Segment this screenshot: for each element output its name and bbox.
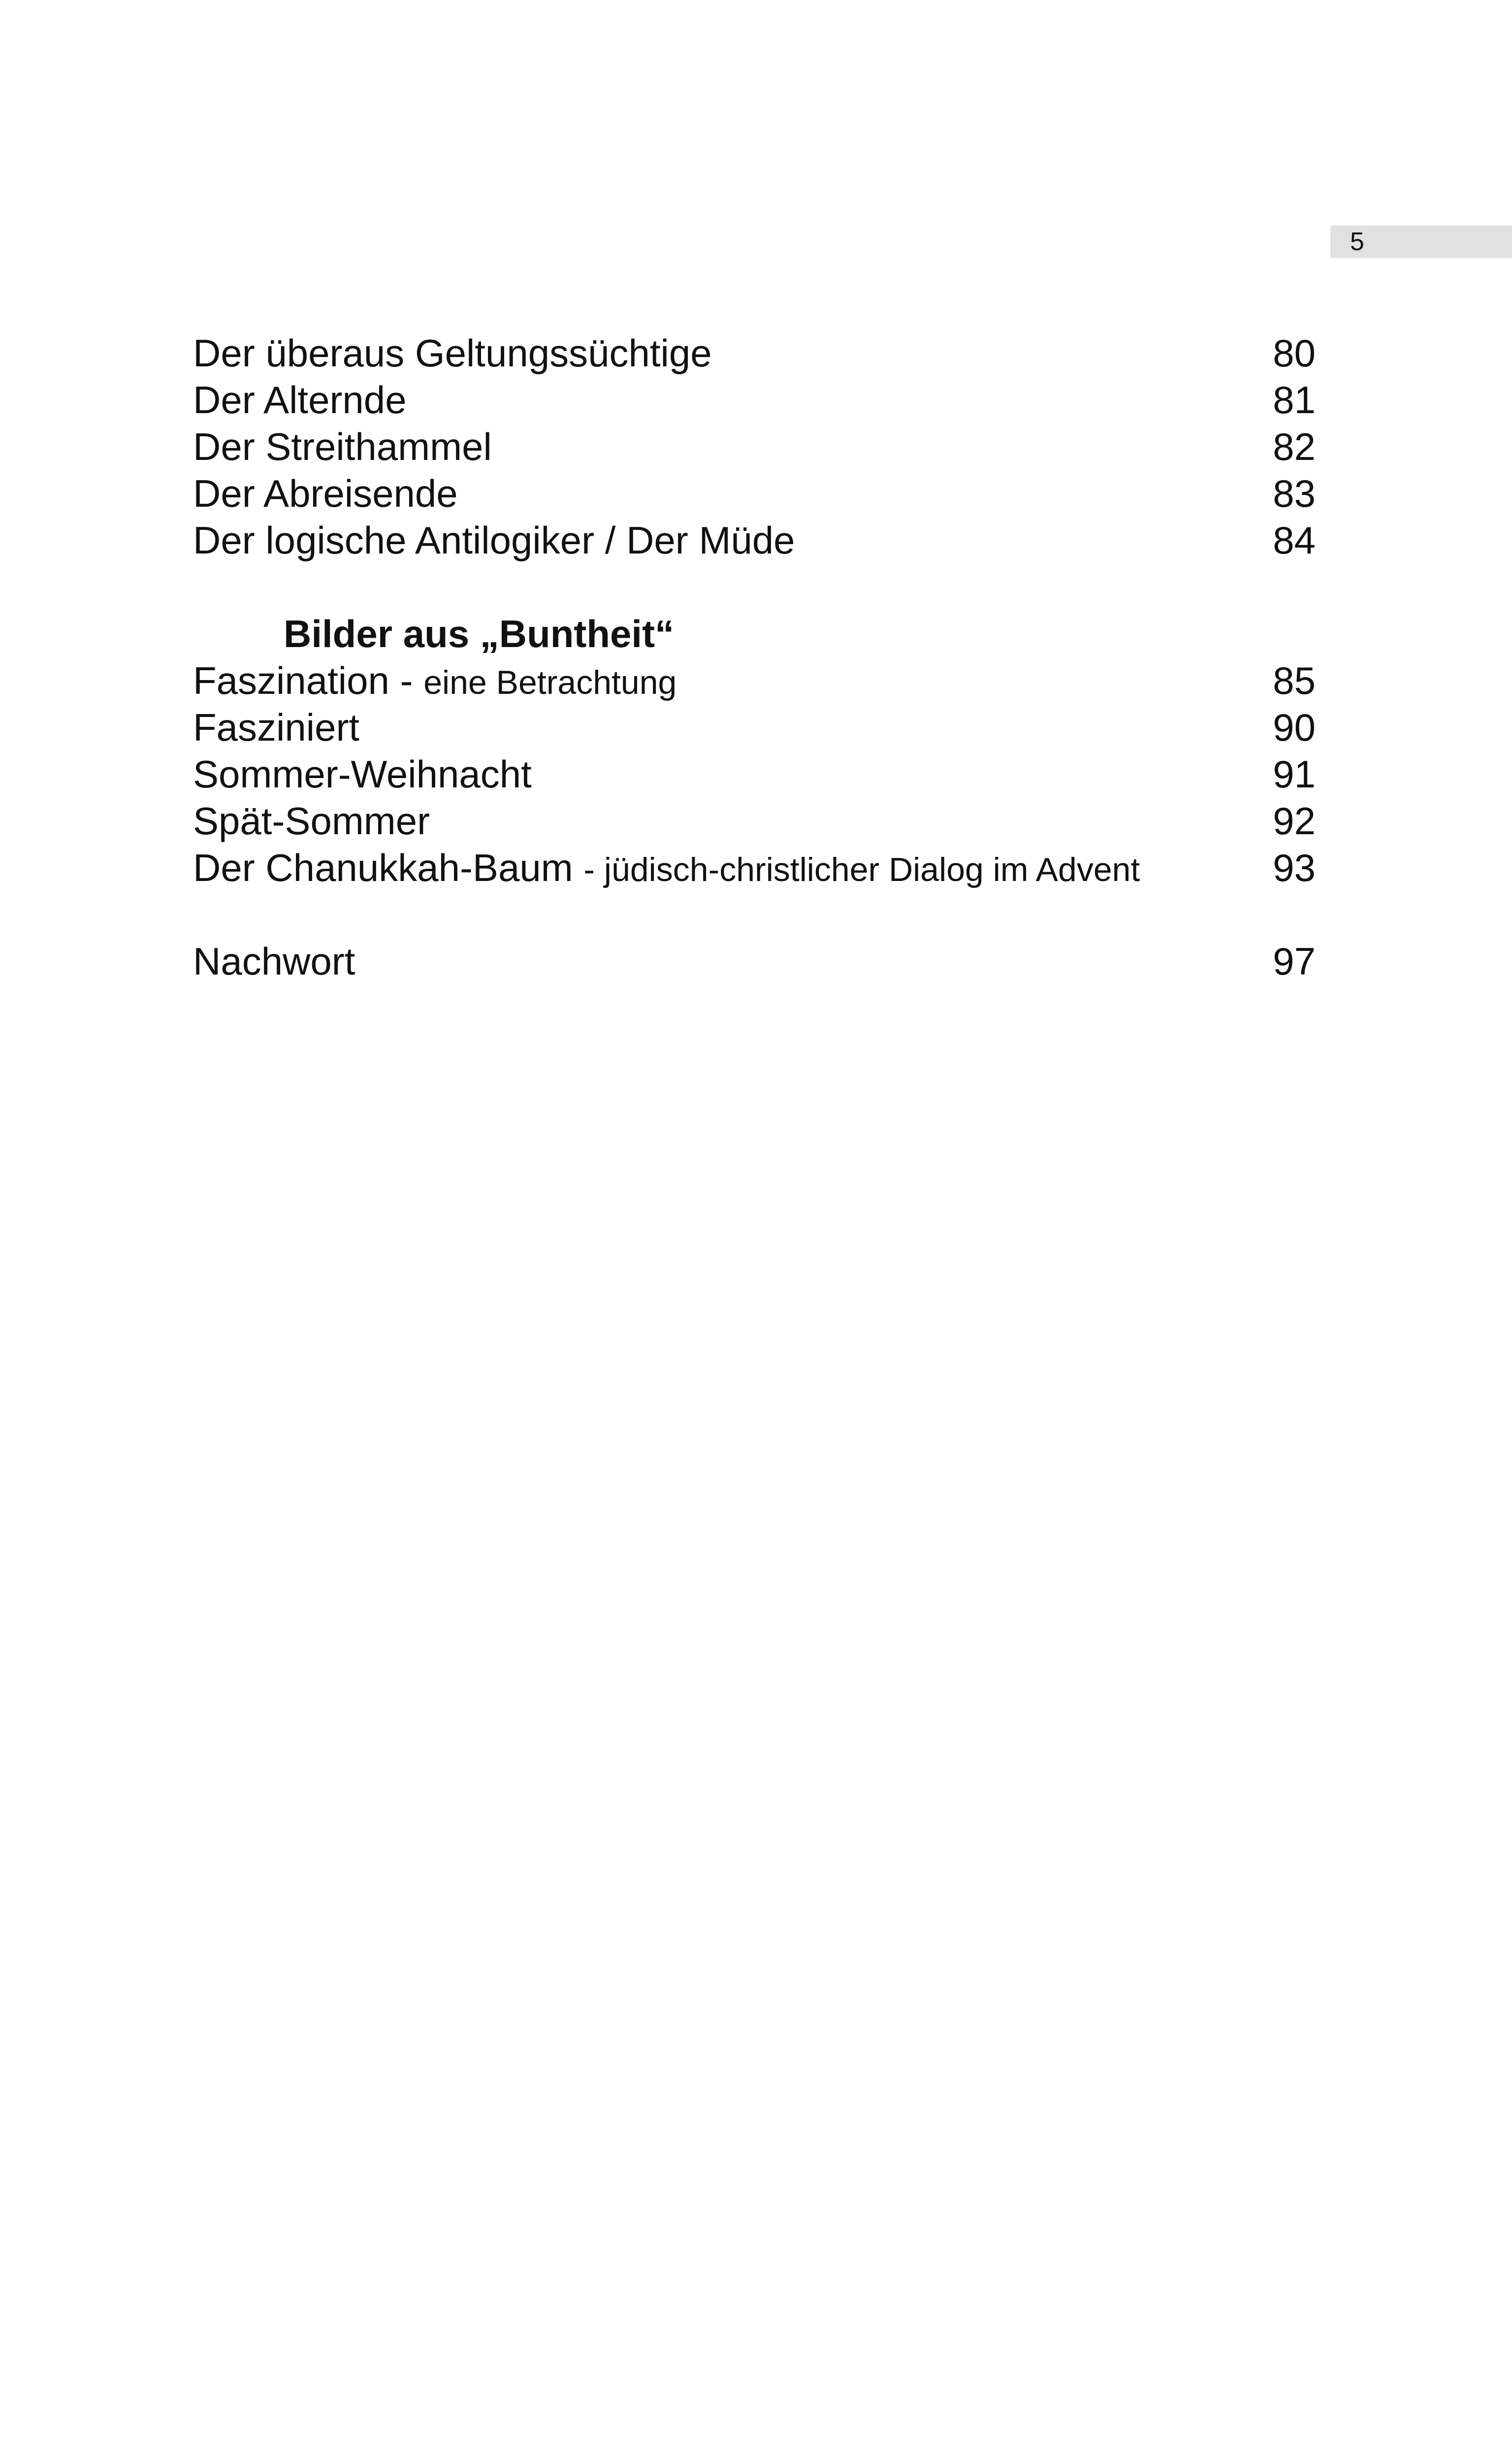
toc-entry-page: 92 <box>1273 799 1316 843</box>
toc-entry-title: Nachwort <box>193 940 355 983</box>
toc-entry <box>193 423 1316 470</box>
toc-entry-page: 97 <box>1273 940 1316 983</box>
toc-entry-title: Der Alternde <box>193 378 407 422</box>
toc-entry <box>193 517 1316 564</box>
toc-entry-title: Fasziniert <box>193 706 360 749</box>
toc-entry-page: 93 <box>1273 846 1316 889</box>
toc-entry-title: Der Chanukkah-Baum - jüdisch-christlicher Dialog im Advent <box>193 846 1140 889</box>
table-of-contents <box>193 330 1316 985</box>
toc-entry <box>193 845 1316 891</box>
toc-entry-title: Sommer-Weihnacht <box>193 752 532 796</box>
toc-entry <box>193 470 1316 517</box>
toc-entry-title: Spät-Sommer <box>193 799 430 843</box>
toc-entry-title: Der Abreisende <box>193 472 458 515</box>
toc-entry-title: Faszination - eine Betrachtung <box>193 659 677 702</box>
toc-entry-title: Der Streithammel <box>193 425 492 468</box>
toc-entry <box>193 377 1316 423</box>
page-number <box>1330 226 1512 258</box>
toc-entry-page: 91 <box>1273 752 1316 796</box>
toc-entry <box>193 330 1316 377</box>
toc-entry-afterword <box>193 938 1316 985</box>
toc-spacer <box>193 564 1316 611</box>
section-heading: Bilder aus „Buntheit“ <box>284 612 675 655</box>
toc-entry-page: 81 <box>1273 378 1316 422</box>
toc-entry-page: 84 <box>1273 519 1316 562</box>
toc-entry-page: 82 <box>1273 425 1316 468</box>
toc-entry-title: Der überaus Geltungssüchtige <box>193 331 712 375</box>
toc-entry-page: 83 <box>1273 472 1316 515</box>
toc-entry <box>193 657 1316 704</box>
toc-entry-title: Der logische Antilogiker / Der Müde <box>193 519 795 562</box>
toc-entry-page: 85 <box>1273 659 1316 702</box>
toc-entry <box>193 798 1316 845</box>
toc-entry <box>193 751 1316 798</box>
toc-spacer <box>193 891 1316 938</box>
toc-entry <box>193 704 1316 751</box>
toc-entry-page: 80 <box>1273 331 1316 375</box>
page-number-text: 5 <box>1350 228 1364 256</box>
toc-entry-page: 90 <box>1273 706 1316 749</box>
